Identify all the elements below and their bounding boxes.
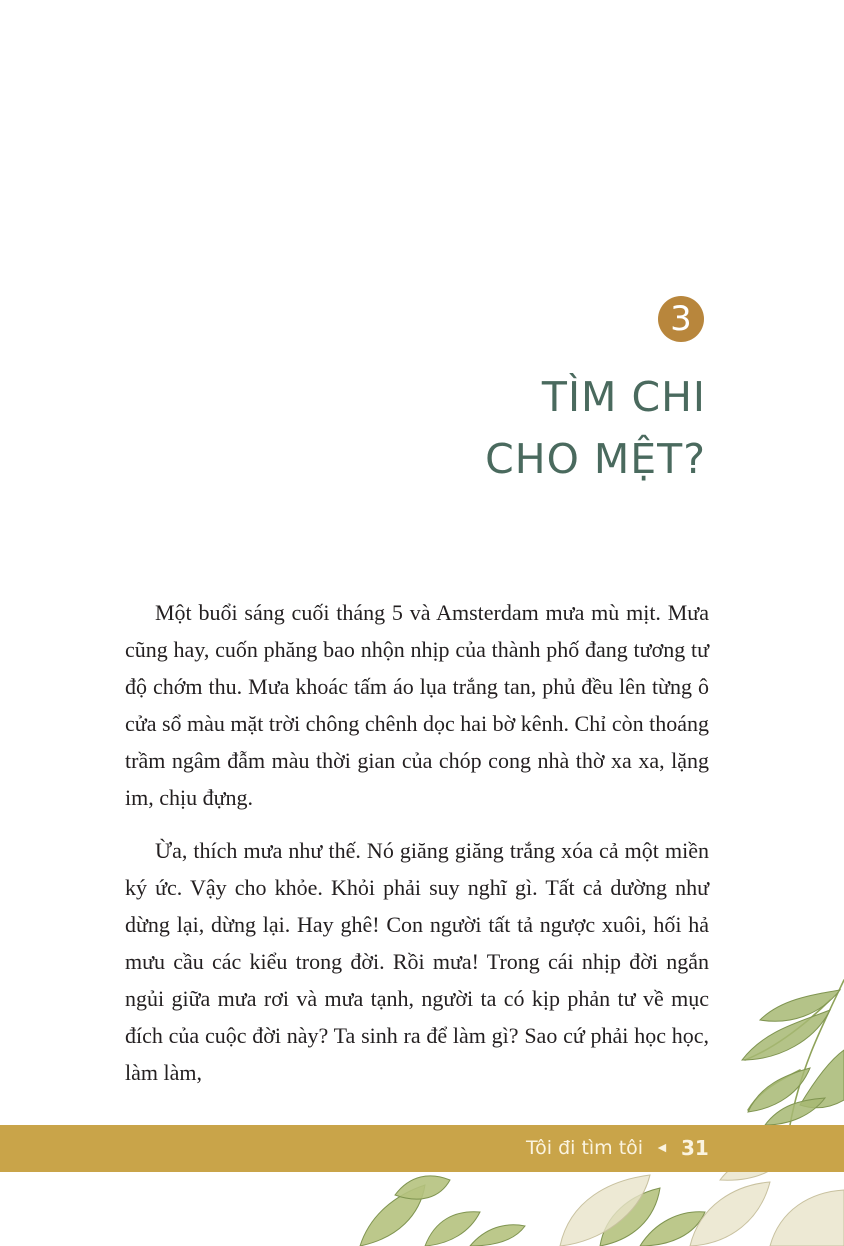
paragraph-1: Một buổi sáng cuối tháng 5 và Amsterdam mưa mù mịt. Mưa cũng hay, cuốn phăng bao nhộn nhịp của thành phố đang tương tư độ chớm thu. Mưa khoác tấm áo lụa trắng tan, phủ đều lên từng ô cửa sổ màu mặt trời chông chênh dọc hai bờ kênh. Chỉ còn thoáng trầm ngâm đẫm màu thời gian của chóp cong nhà thờ xa xa, lặng im, chịu đựng. [125, 600, 709, 810]
chapter-title [485, 366, 706, 490]
leaf-shape [395, 1176, 450, 1199]
leaf-shape [560, 1175, 650, 1246]
chapter-title-line1: TÌM CHI [541, 373, 706, 421]
leaf-shape [600, 1188, 660, 1246]
footer-book-title: Tôi đi tìm tôi [526, 1137, 644, 1159]
leaf-shape [770, 1190, 844, 1246]
leaf-shape [690, 1182, 770, 1246]
page-number: 31 [681, 1136, 709, 1160]
paragraph-2: Ừa, thích mưa như thế. Nó giăng giăng trắng xóa cả một miền ký ức. Vậy cho khỏe. Khỏi phải suy nghĩ gì. Tất cả dường như dừng lại, dừng lại. Hay ghê! Con người tất tả ngược xuôi, hối hả mưu cầu các kiểu trong đời. Rồi mưa! Trong cái nhịp đời ngắn ngủi giữa mưa rơi và mưa tạnh, người ta có kịp phản tư về mục đích của cuộc đời này? Ta sinh ra để làm gì? Sao cứ phải học học, làm làm, [125, 838, 709, 1085]
leaf-shape [800, 1050, 844, 1108]
chapter-title-line2: CHO MỆT? [485, 435, 706, 483]
vine-stem [745, 1000, 830, 1060]
leaf-shape [425, 1212, 480, 1246]
leaf-shape [742, 1010, 830, 1060]
leaf-shape [640, 1212, 705, 1246]
body-text [125, 594, 709, 1107]
footer-band [0, 1125, 844, 1172]
chapter-number-badge: 3 [658, 296, 704, 342]
leaf-shape [360, 1185, 425, 1246]
footer-arrow-icon: ◄ [655, 1141, 669, 1156]
leaf-shape [470, 1225, 525, 1246]
vine-stem [790, 980, 844, 1125]
leaf-shape [760, 990, 840, 1021]
leaf-shape [748, 1068, 810, 1112]
leaf-shape [765, 1098, 825, 1125]
vine-stem [748, 1070, 800, 1110]
